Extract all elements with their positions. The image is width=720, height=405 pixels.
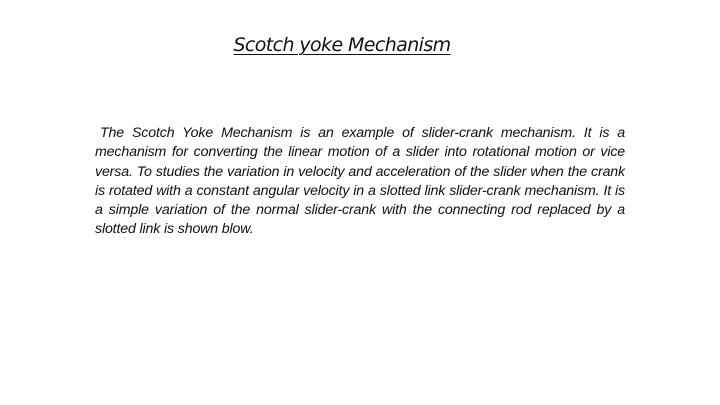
- slide-body-text: The Scotch Yoke Mechanism is an example of slider-crank mechanism. It is a mechanism for converting the linear motion of a slider into rotational motion or vice versa. To studies the variation in velocity and acceleration of the slider when the crank is rotated with a constant angular velocity in a slotted link slider-crank mechanism. It is a simple variation of the normal slider-crank with the connecting rod replaced by a slotted link is shown blow.: [95, 125, 625, 238]
- slide-title: Scotch yoke Mechanism: [233, 34, 451, 56]
